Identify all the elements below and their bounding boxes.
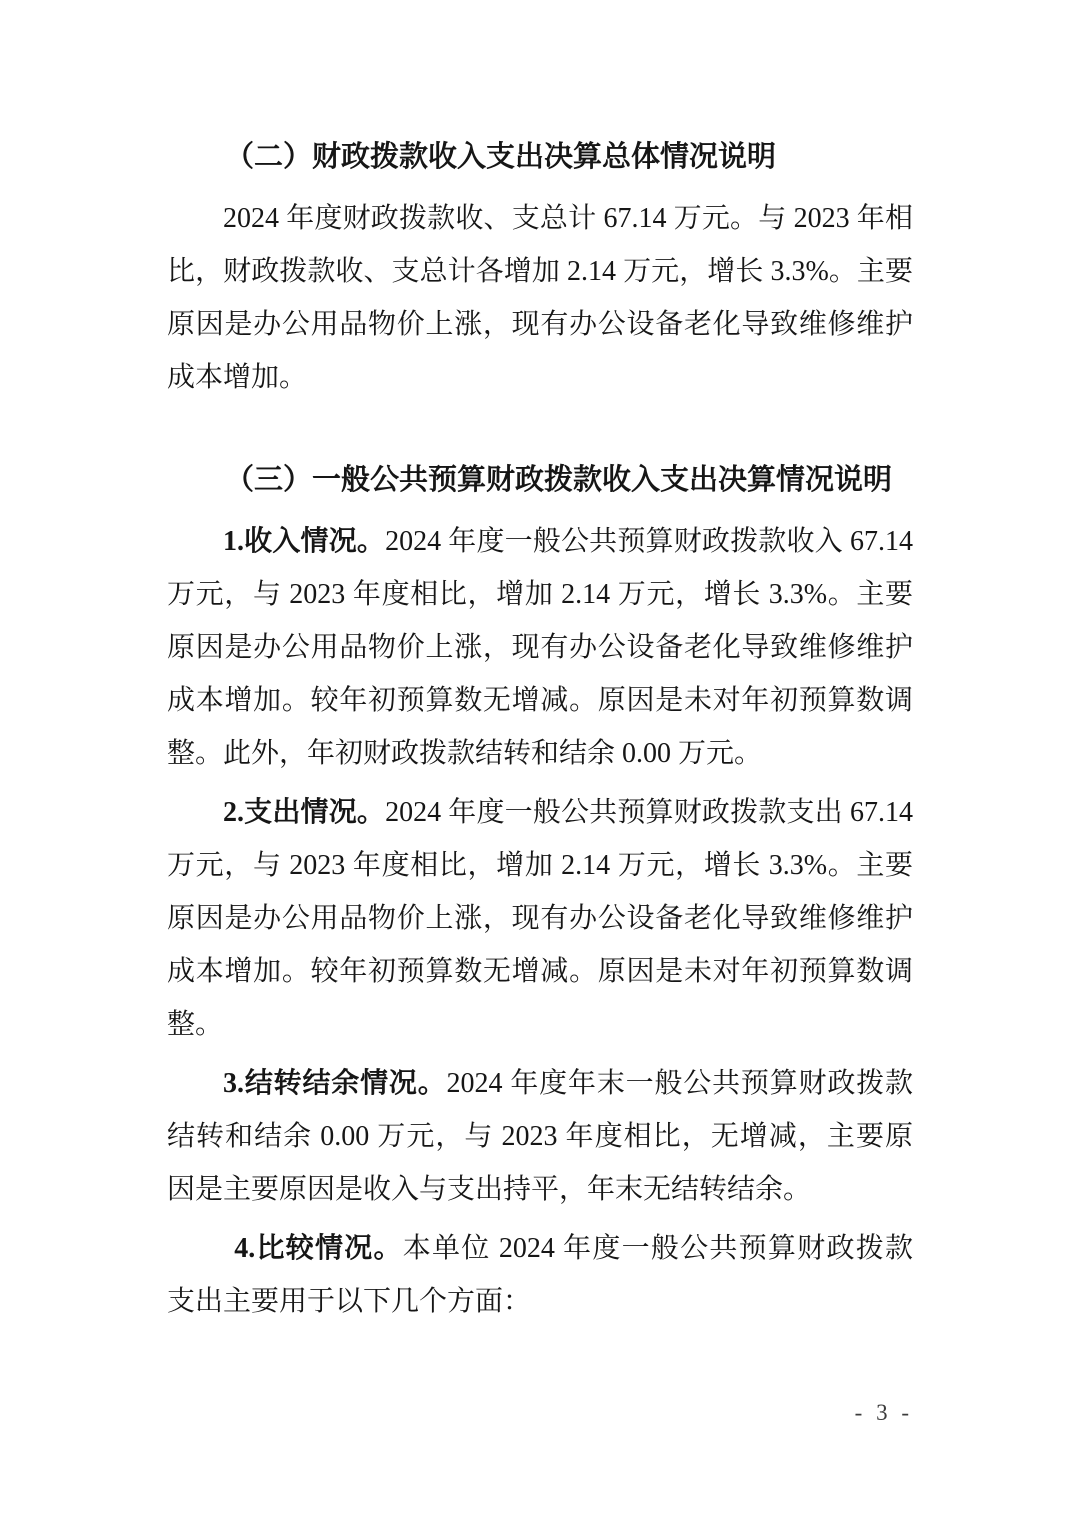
paragraph-text: 2024 年度财政拨款收、支总计 67.14 万元。与 2023 年相比，财政拨款收、支总计各增加 2.14 万元，增长 3.3%。主要原因是办公用品物价上涨，现有办公设备老化导致维修维护成本增加。 [167, 203, 913, 393]
section-heading-fiscal-appropriation-overview: （二）财政拨款收入支出决算总体情况说明 [225, 141, 777, 173]
paragraph-carryover [167, 1057, 913, 1216]
paragraph-lead: 2.支出情况。 [223, 797, 386, 828]
paragraph-comparison [167, 1222, 913, 1328]
document-body [167, 128, 913, 1328]
paragraph-text: 本单位 2024 年度一般公共预算财政拨款支出主要用于以下几个方面： [167, 1233, 913, 1317]
paragraph [167, 192, 913, 404]
section-heading-general-public-budget: （三）一般公共预算财政拨款收入支出决算情况说明 [225, 464, 893, 496]
paragraph-income [167, 515, 913, 780]
paragraph-text: 2024 年度年末一般公共预算财政拨款结转和结余 0.00 万元，与 2023 年度相比，无增减，主要原因是主要原因是收入与支出持平，年末无结转结余。 [167, 1068, 913, 1205]
page-number: - 3 - [854, 1400, 913, 1425]
paragraph-lead: 3.结转结余情况。 [223, 1068, 447, 1099]
paragraph-expenditure [167, 786, 913, 1051]
paragraph-lead: 1.收入情况。 [223, 526, 386, 557]
paragraph-lead: 4.比较情况。 [234, 1233, 403, 1264]
paragraph-text: 2024 年度一般公共预算财政拨款支出 67.14 万元，与 2023 年度相比，增加 2.14 万元，增长 3.3%。主要原因是办公用品物价上涨，现有办公设备老化导致维修维护成本增加。较年初预算数无增减。原因是未对年初预算数调整。 [167, 797, 913, 1040]
paragraph-text: 2024 年度一般公共预算财政拨款收入 67.14 万元，与 2023 年度相比，增加 2.14 万元，增长 3.3%。主要原因是办公用品物价上涨，现有办公设备老化导致维修维护成本增加。较年初预算数无增减。原因是未对年初预算数调整。此外，年初财政拨款结转和结余 0.00 万元。 [167, 526, 913, 769]
